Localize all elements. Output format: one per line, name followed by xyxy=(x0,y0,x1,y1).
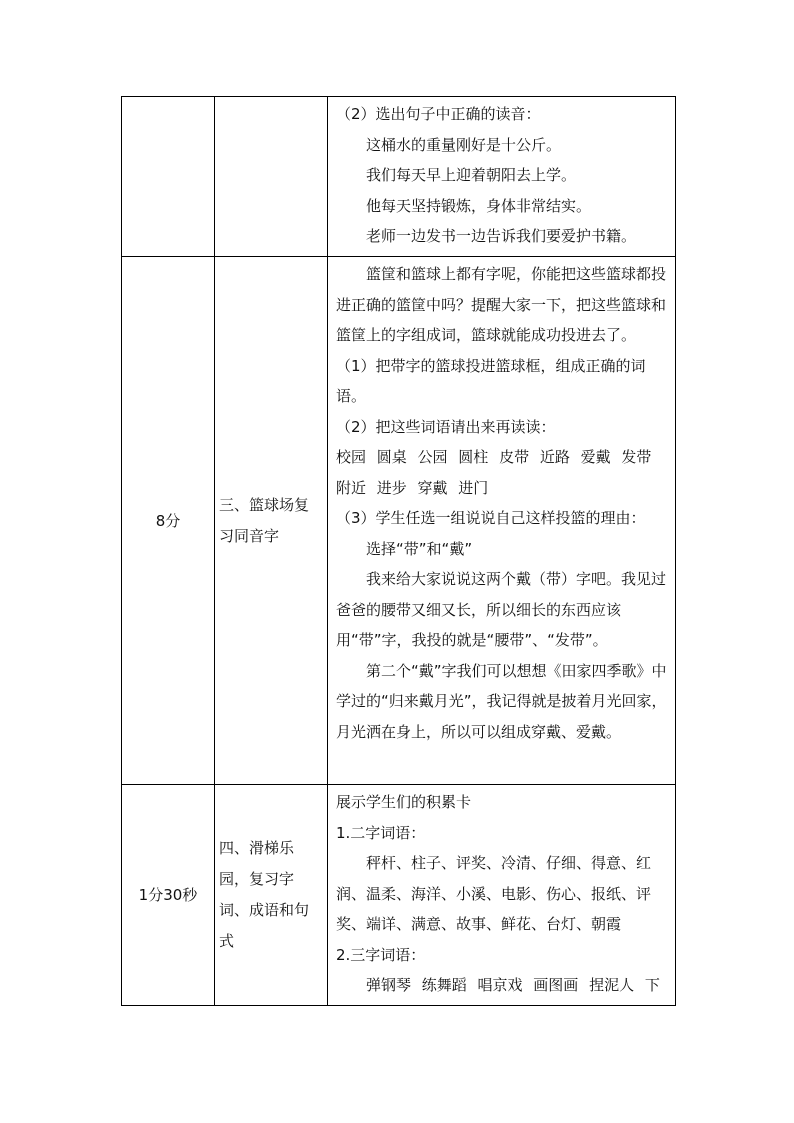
time-cell xyxy=(122,97,215,257)
content-line: 我们每天早上迎着朝阳去上学。 xyxy=(366,166,577,184)
content-line: 我来给大家说说这两个戴（带）字吧。我见过爸爸的腰带又细又长，所以细长的东西应该用“带”字，我投的就是“腰带”、“发带”。 xyxy=(336,570,667,649)
content-line: （2）把这些词语请出来再读读： xyxy=(336,417,556,436)
step-cell: 三、篮球场复习同音字 xyxy=(215,257,328,785)
content-line: 第二个“戴”字我们可以想想《田家四季歌》中学过的“归来戴月光”，我记得就是披着月光回家，月光洒在身上，所以可以组成穿戴、爱戴。 xyxy=(336,661,667,741)
content-line: 展示学生们的积累卡 xyxy=(336,793,472,811)
table-row xyxy=(122,785,676,1006)
content-line: 篮筐和篮球上都有字呢，你能把这些篮球都投进正确的篮筐中吗？提醒大家一下，把这些篮球和篮筐上的字组成词，篮球就能成功投进去了。 xyxy=(336,265,667,344)
content-line: 他每天坚持锻炼，身体非常结实。 xyxy=(366,196,592,215)
content-line: （3）学生任选一组说说自己这样投篮的理由： xyxy=(336,509,646,527)
word-list: 弹钢琴 练舞蹈 唱京戏 画图画 捏泥人 下 xyxy=(366,976,660,994)
content-line: （1）把带字的篮球投进篮球框，组成正确的词语。 xyxy=(336,356,646,405)
step-cell: 四、滑梯乐园，复习字词、成语和句式 xyxy=(215,785,328,1006)
content-line: 老师一边发书一边告诉我们要爱护书籍。 xyxy=(366,227,637,245)
table-row xyxy=(122,97,676,257)
lesson-plan-table xyxy=(121,96,676,1006)
content-line: 1.二字词语： xyxy=(336,823,426,842)
time-cell: 8分 xyxy=(122,257,215,785)
content-line: （2）选出句子中正确的读音： xyxy=(336,105,541,123)
step-cell xyxy=(215,97,328,257)
time-cell: 1分30秒 xyxy=(122,785,215,1006)
content-line: 这桶水的重量刚好是十公斤。 xyxy=(366,135,562,154)
content-line: 2.三字词语： xyxy=(336,945,426,964)
content-cell xyxy=(328,97,676,257)
word-list: 校园 圆桌 公园 圆柱 皮带 近路 爱戴 发带 附近 进步 穿戴 进门 xyxy=(336,448,652,497)
content-line: 选择“带”和“戴” xyxy=(366,539,473,558)
content-line: 秤杆、柱子、评奖、冷清、仔细、得意、红润、温柔、海洋、小溪、电影、伤心、报纸、评奖、端详、满意、故事、鲜花、台灯、朝霞 xyxy=(336,854,652,933)
content-cell xyxy=(328,785,676,1006)
table-row xyxy=(122,257,676,785)
content-cell xyxy=(328,257,676,785)
